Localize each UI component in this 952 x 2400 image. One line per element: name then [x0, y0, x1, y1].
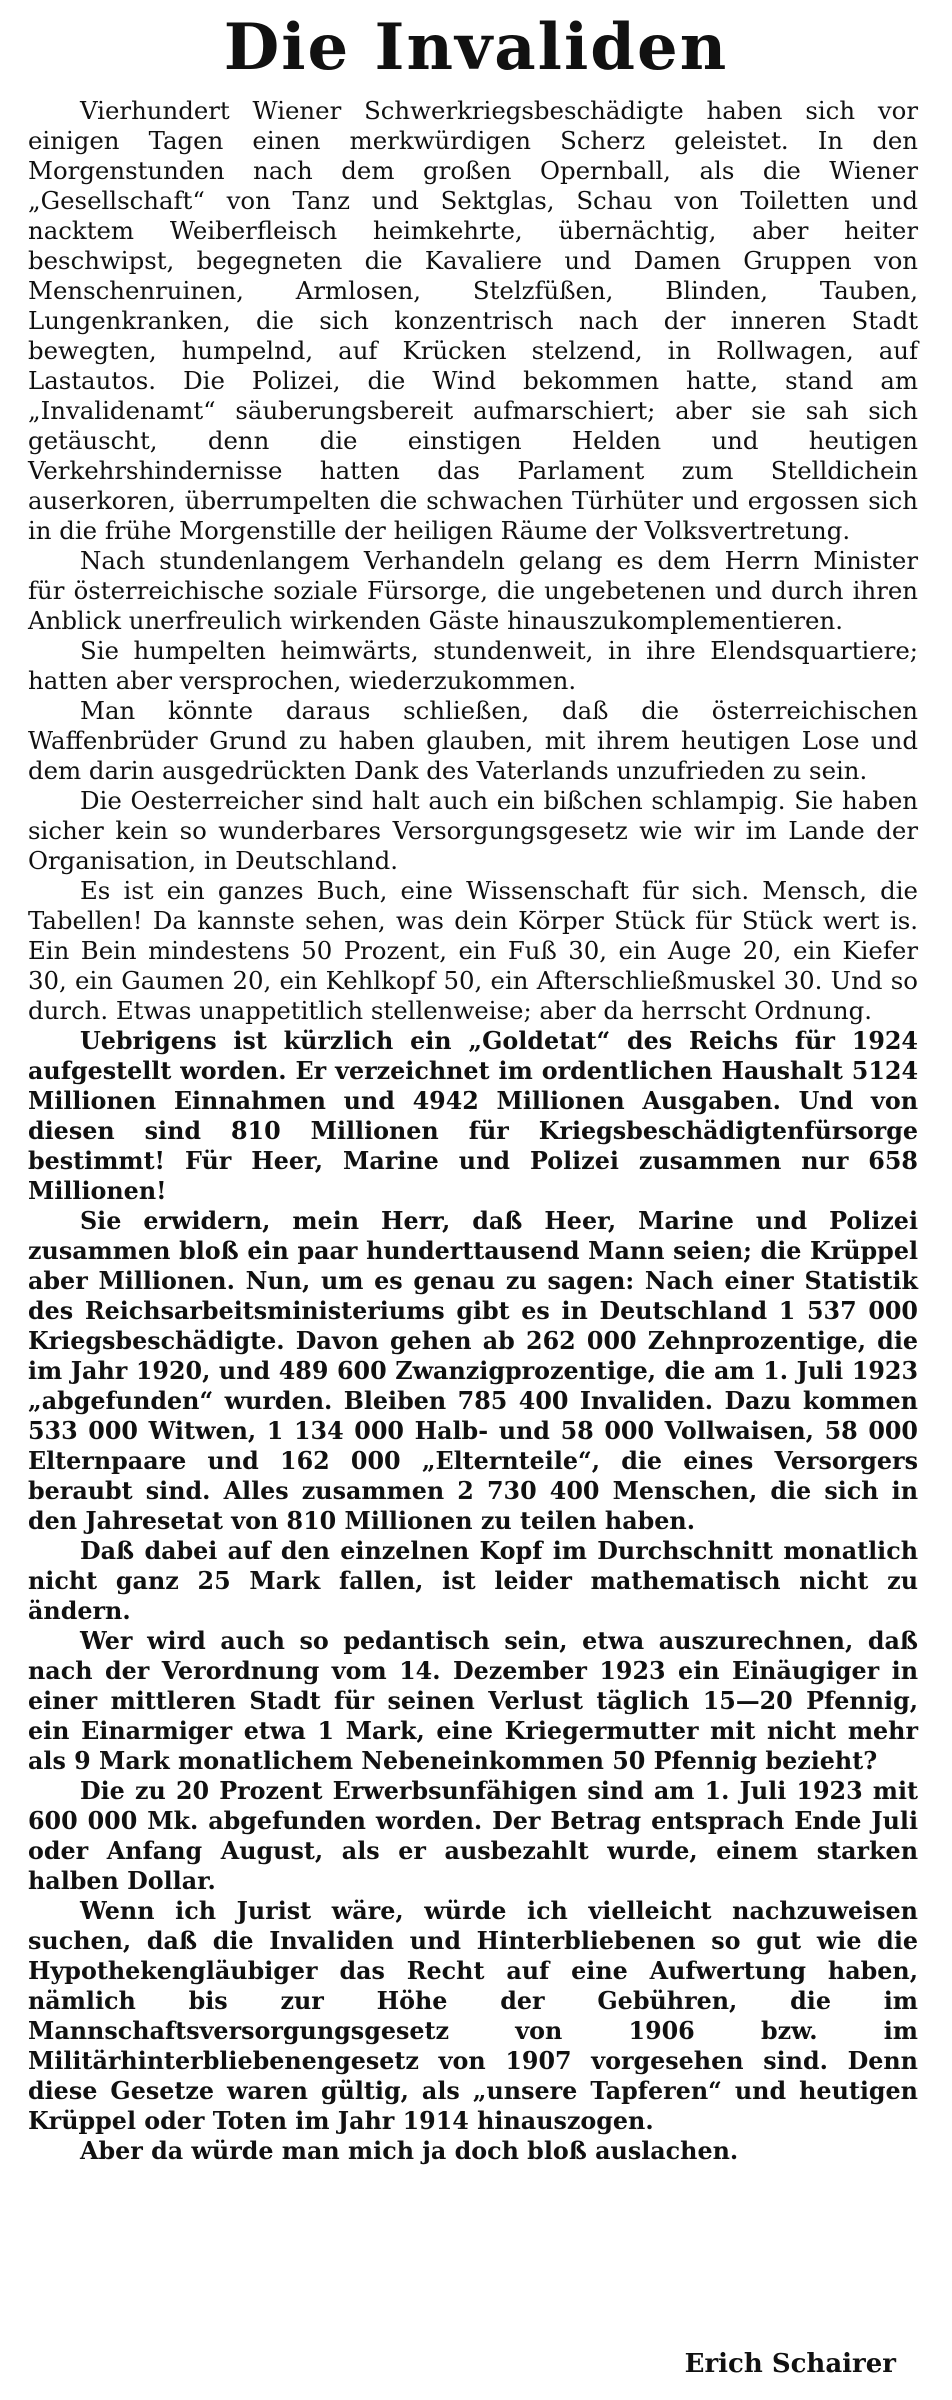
author-signature: Erich Schairer [684, 2349, 896, 2379]
paragraph-ordinance: Wer wird auch so pedantisch sein, etwa auszurechnen, daß nach der Verordnung vom 14. Dezember 1923 ein Einäugiger in einer mittleren Stadt für seinen Verlust täglich 15—20 Pfennig, ein Einarmiger etwa 1 Mark, eine Kriegermutter mit nicht mehr als 9 Mark monatlichem Nebeneinkommen 50 Pfennig bezieht? [28, 1627, 918, 1775]
paragraph-statistics: Sie erwidern, mein Herr, daß Heer, Marine und Polizei zusammen bloß ein paar hunderttausend Mann seien; die Krüppel aber Millionen. Nun, um es genau zu sagen: Nach einer Statistik des Reichsarbeitsministeriums gibt es in Deutschland 1 537 000 Kriegsbeschädigte. Davon gehen ab 262 000 Zehnprozentige, die im Jahr 1920, und 489 600 Zwanzigprozentige, die am 1. Juli 1923 „abgefunden“ wurden. Bleiben 785 400 Invaliden. Dazu kommen 533 000 Witwen, 1 134 000 Halb- und 58 000 Vollwaisen, 58 000 Elternpaare und 162 000 „Elternteile“, die eines Versorgers beraubt sind. Alles zusammen 2 730 400 Menschen, die sich in den Jahresetat von 810 Millionen zu teilen haben. [28, 1207, 918, 1535]
article-title: Die Invaliden [223, 10, 729, 85]
paragraph-gold-budget: Uebrigens ist kürzlich ein „Goldetat“ des Reichs für 1924 aufgestellt worden. Er verzeichnet im ordentlichen Haushalt 5124 Millionen Einnahmen und 4942 Millionen Ausgaben. Und von diesen sind 810 Millionen für Kriegsbeschädigtenfürsorge bestimmt! Für Heer, Marine und Polizei zusammen nur 658 Millionen! [28, 1027, 918, 1205]
article-body [28, 96, 918, 2166]
paragraph-austrians: Die Oesterreicher sind halt auch ein bißchen schlampig. Sie haben sicher kein so wunderbares Versorgungsgesetz wie wir im Lande der Organisation, in Deutschland. [28, 786, 918, 875]
paragraph-closing: Aber da würde man mich ja doch bloß auslachen. [80, 2137, 739, 2165]
paragraph-tables: Es ist ein ganzes Buch, eine Wissenschaft für sich. Mensch, die Tabellen! Da kannste sehen, was dein Körper Stück für Stück wert is. Ein Bein mindestens 50 Prozent, ein Fuß 30, ein Auge 20, ein Kiefer 30, ein Gaumen 20, ein Kehlkopf 50, ein Afterschließmuskel 30. Und so durch. Etwas unappetitlich stellenweise; aber da herrscht Ordnung. [28, 876, 918, 1025]
paragraph-average: Daß dabei auf den einzelnen Kopf im Durchschnitt monatlich nicht ganz 25 Mark fallen, ist leider mathematisch nicht zu ändern. [28, 1537, 918, 1625]
paragraph-homeward: Sie humpelten heimwärts, stundenweit, in ihre Elendsquartiere; hatten aber versprochen, wiederzukommen. [28, 636, 918, 695]
paragraph-settlement: Die zu 20 Prozent Erwerbsunfähigen sind am 1. Juli 1923 mit 600 000 Mk. abgefunden worden. Der Betrag entsprach Ende Juli oder Anfang August, als er ausbezahlt wurde, einem starken halben Dollar. [28, 1777, 918, 1895]
paragraph-minister: Nach stundenlangem Verhandeln gelang es dem Herrn Minister für österreichische soziale Fürsorge, die ungebetenen und durch ihren Anblick unerfreulich wirkenden Gäste hinauszukomplementieren. [28, 546, 918, 635]
paragraph-revaluation: Wenn ich Jurist wäre, würde ich vielleicht nachzuweisen suchen, daß die Invaliden und Hinterbliebenen so gut wie die Hypothekengläubiger das Recht auf eine Aufwertung haben, nämlich bis zur Höhe der Gebühren, die im Mannschaftsversorgungsgesetz von 1906 bzw. im Militärhinterbliebenengesetz von 1907 vorgesehen sind. Denn diese Gesetze waren gültig, als „unsere Tapferen“ und heutigen Krüppel oder Toten im Jahr 1914 hinauszogen. [28, 1897, 918, 2135]
paragraph-conclusion: Man könnte daraus schließen, daß die österreichischen Waffenbrüder Grund zu haben glauben, mit ihrem heutigen Lose und dem darin ausgedrückten Dank des Vaterlands unzufrieden zu sein. [28, 696, 918, 785]
paragraph-opera-ball: Vierhundert Wiener Schwerkriegsbeschädigte haben sich vor einigen Tagen einen merkwürdigen Scherz geleistet. In den Morgenstunden nach dem großen Opernball, als die Wiener „Gesellschaft“ von Tanz und Sektglas, Schau von Toiletten und nacktem Weiberfleisch heimkehrte, übernächtig, aber heiter beschwipst, begegneten die Kavaliere und Damen Gruppen von Menschenruinen, Armlosen, Stelzfüßen, Blinden, Tauben, Lungenkranken, die sich konzentrisch nach der inneren Stadt bewegten, humpelnd, auf Krücken stelzend, in Rollwagen, auf Lastautos. Die Polizei, die Wind bekommen hatte, stand am „Invalidenamt“ säuberungsbereit aufmarschiert; aber sie sah sich getäuscht, denn die einstigen Helden und heutigen Verkehrshindernisse hatten das Parlament zum Stelldichein auserkoren, überrumpelten die schwachen Türhüter und ergossen sich in die frühe Morgenstille der heiligen Räume der Volksvertretung. [28, 96, 918, 545]
